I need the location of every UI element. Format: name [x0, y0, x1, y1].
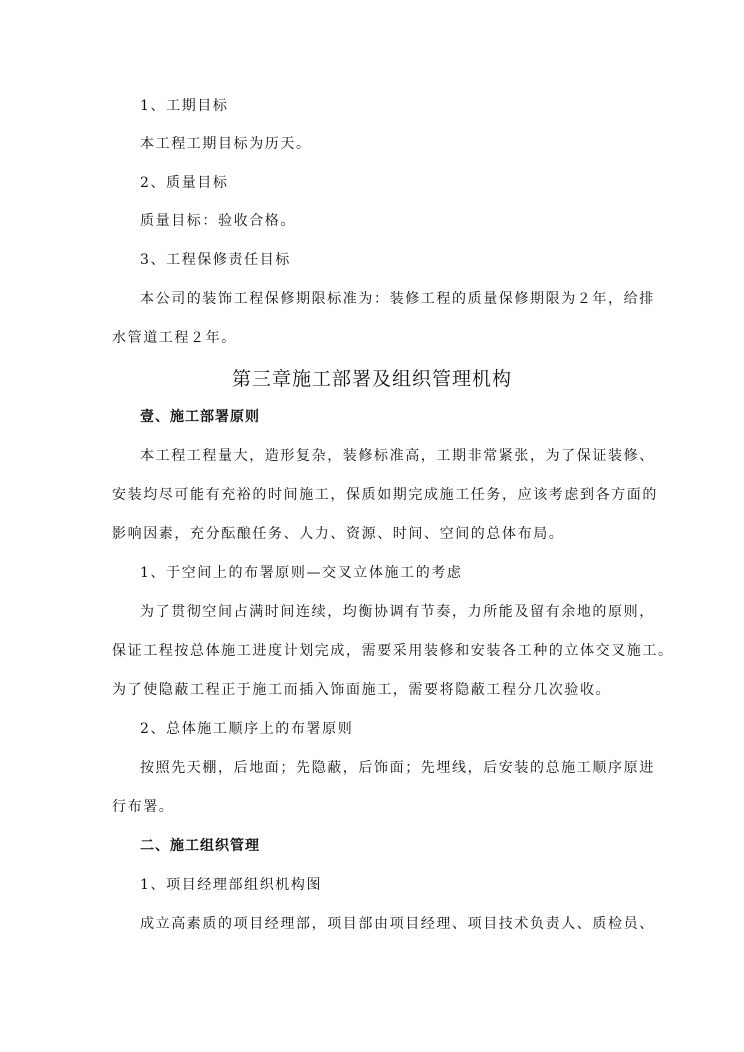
schedule-goal-heading: 1、工期目标 [140, 98, 229, 114]
quality-goal-heading: 2、质量目标 [140, 175, 229, 191]
quality-goal-text: 质量目标：验收合格。 [140, 213, 296, 229]
warranty-goal-text-line2: 水管道工程２年。 [112, 330, 237, 346]
section1-paragraph-line3: 影响因素，充分酝酿任务、人力、资源、时间、空间的总体布局。 [112, 526, 565, 542]
sequence-principle-line1: 按照先天棚，后地面；先隐蔽，后饰面；先埋线，后安装的总施工顺序原进 [140, 760, 655, 776]
spatial-principle-heading: 1、于空间上的布署原则—交叉立体施工的考虑 [140, 565, 463, 581]
spatial-principle-line3: 为了使隐蔽工程正于施工而插入饰面施工，需要将隐蔽工程分几次验收。 [112, 682, 612, 698]
chapter-title: 第三章施工部署及组织管理机构 [231, 368, 512, 390]
warranty-goal-heading: 3、工程保修责任目标 [140, 252, 291, 268]
section2-title: 二、施工组织管理 [140, 838, 260, 854]
spatial-principle-line1: 为了贯彻空间占满时间连续，均衡协调有节奏，力所能及留有余地的原则， [140, 604, 655, 620]
schedule-goal-text: 本工程工期目标为历天。 [140, 136, 312, 152]
org-chart-heading: 1、项目经理部组织机构图 [140, 877, 323, 893]
spatial-principle-line2: 保证工程按总体施工进度计划完成，需要采用装修和安装各工种的立体交叉施工。 [112, 643, 674, 659]
section1-paragraph-line2: 安装均尽可能有充裕的时间施工，保质如期完成施工任务，应该考虑到各方面的 [112, 487, 658, 503]
sequence-principle-heading: 2、总体施工顺序上的布署原则 [140, 721, 354, 737]
sequence-principle-line2: 行布署。 [112, 799, 175, 815]
section1-paragraph-line1: 本工程工程量大，造形复杂，装修标准高，工期非常紧张，为了保证装修、 [140, 448, 655, 464]
warranty-goal-text-line1: 本公司的装饰工程保修期限标准为：装修工程的质量保修期限为２年，给排 [140, 291, 655, 307]
org-chart-paragraph-line1: 成立高素质的项目经理部，项目部由项目经理、项目技术负责人、质检员、 [140, 916, 655, 932]
section1-title: 壹、施工部署原则 [140, 409, 260, 425]
